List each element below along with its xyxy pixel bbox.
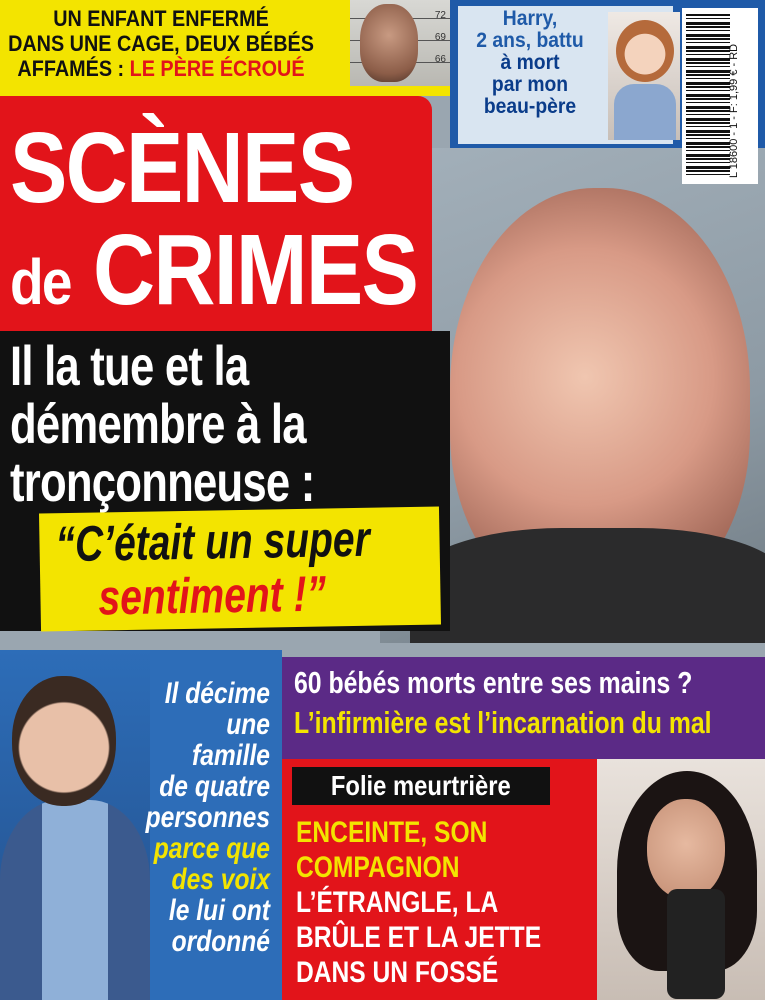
height-mark: 66 bbox=[434, 54, 446, 65]
man-face bbox=[12, 676, 116, 806]
story-nurse-line2: L’infirmière est l’incarnation du mal bbox=[294, 705, 712, 740]
masthead-de: de bbox=[10, 246, 71, 318]
story-line: le lui ont bbox=[168, 894, 270, 927]
teaser-line bbox=[8, 56, 314, 81]
teaser-harry-text bbox=[475, 8, 585, 118]
story-line-yellow: parce que bbox=[153, 832, 270, 865]
headline-quote bbox=[39, 507, 441, 632]
teaser-line: DANS UNE CAGE, DEUX BÉBÉS bbox=[8, 31, 314, 56]
baby-photo bbox=[608, 12, 680, 140]
quote-line2: sentiment !” bbox=[97, 565, 327, 626]
woman-face bbox=[647, 799, 725, 899]
teaser-harry-panel bbox=[458, 6, 673, 144]
teaser-line: 2 ans, battu bbox=[476, 29, 584, 52]
story-folie-label bbox=[292, 767, 550, 805]
teaser-line-black: AFFAMÉS : bbox=[17, 56, 130, 81]
baby-head bbox=[616, 20, 674, 82]
story-folie-text bbox=[296, 815, 608, 990]
teaser-line-red: LE PÈRE ÉCROUÉ bbox=[129, 56, 305, 81]
quote-line1: “C’était un super bbox=[55, 510, 371, 573]
masthead-crimes: CRIMES bbox=[92, 214, 418, 326]
story-line-yellow: ENCEINTE, SON bbox=[296, 816, 488, 849]
phone bbox=[667, 889, 725, 999]
story-line: de quatre bbox=[159, 770, 270, 803]
story-folie-label-text: Folie meurtrière bbox=[331, 770, 511, 801]
headline-line: tronçonneuse : bbox=[10, 450, 315, 513]
story-family bbox=[0, 650, 282, 1000]
story-line: DANS UN FOSSÉ bbox=[296, 956, 499, 989]
story-line: famille bbox=[192, 739, 270, 772]
masthead-title-line2 bbox=[10, 214, 418, 332]
teaser-caged-child bbox=[0, 0, 450, 96]
main-headline-text bbox=[10, 334, 369, 513]
masthead-title-line1: SCÈNES bbox=[10, 112, 354, 224]
barcode-bars bbox=[686, 14, 730, 178]
baby-body bbox=[614, 84, 676, 140]
teaser-line: beau-père bbox=[483, 95, 577, 118]
masthead bbox=[0, 96, 432, 331]
portrait-shirt bbox=[410, 528, 765, 643]
woman-photo bbox=[597, 759, 765, 1000]
story-family-text bbox=[106, 678, 270, 957]
height-mark: 72 bbox=[434, 10, 446, 21]
mugshot-face bbox=[360, 4, 418, 82]
story-line-yellow: COMPAGNON bbox=[296, 851, 460, 884]
height-mark: 69 bbox=[434, 32, 446, 43]
barcode-text: L 18600 - 1 - F: 1,99 € - RD bbox=[728, 43, 740, 178]
teaser-line: par mon bbox=[491, 73, 569, 96]
story-line: L’ÉTRANGLE, LA bbox=[296, 886, 499, 919]
mugshot-photo bbox=[350, 0, 450, 86]
teaser-line: à mort bbox=[500, 51, 560, 74]
story-line: BRÛLE ET LA JETTE bbox=[296, 921, 542, 954]
story-nurse-line1: 60 bébés morts entre ses mains ? bbox=[294, 665, 693, 700]
barcode bbox=[682, 8, 758, 184]
story-nurse bbox=[282, 657, 765, 759]
teaser-line: Harry, bbox=[502, 7, 558, 30]
story-line: une bbox=[226, 708, 270, 741]
story-line-yellow: des voix bbox=[171, 863, 270, 896]
teaser-caged-child-text bbox=[8, 6, 314, 81]
headline-line: Il la tue et la bbox=[10, 334, 249, 397]
teaser-line: UN ENFANT ENFERMÉ bbox=[53, 6, 269, 31]
story-folie bbox=[282, 759, 765, 1000]
story-line: ordonné bbox=[171, 925, 270, 958]
story-line: Il décime bbox=[164, 677, 270, 710]
headline-line: démembre à la bbox=[10, 392, 306, 455]
story-line: personnes bbox=[145, 801, 270, 834]
